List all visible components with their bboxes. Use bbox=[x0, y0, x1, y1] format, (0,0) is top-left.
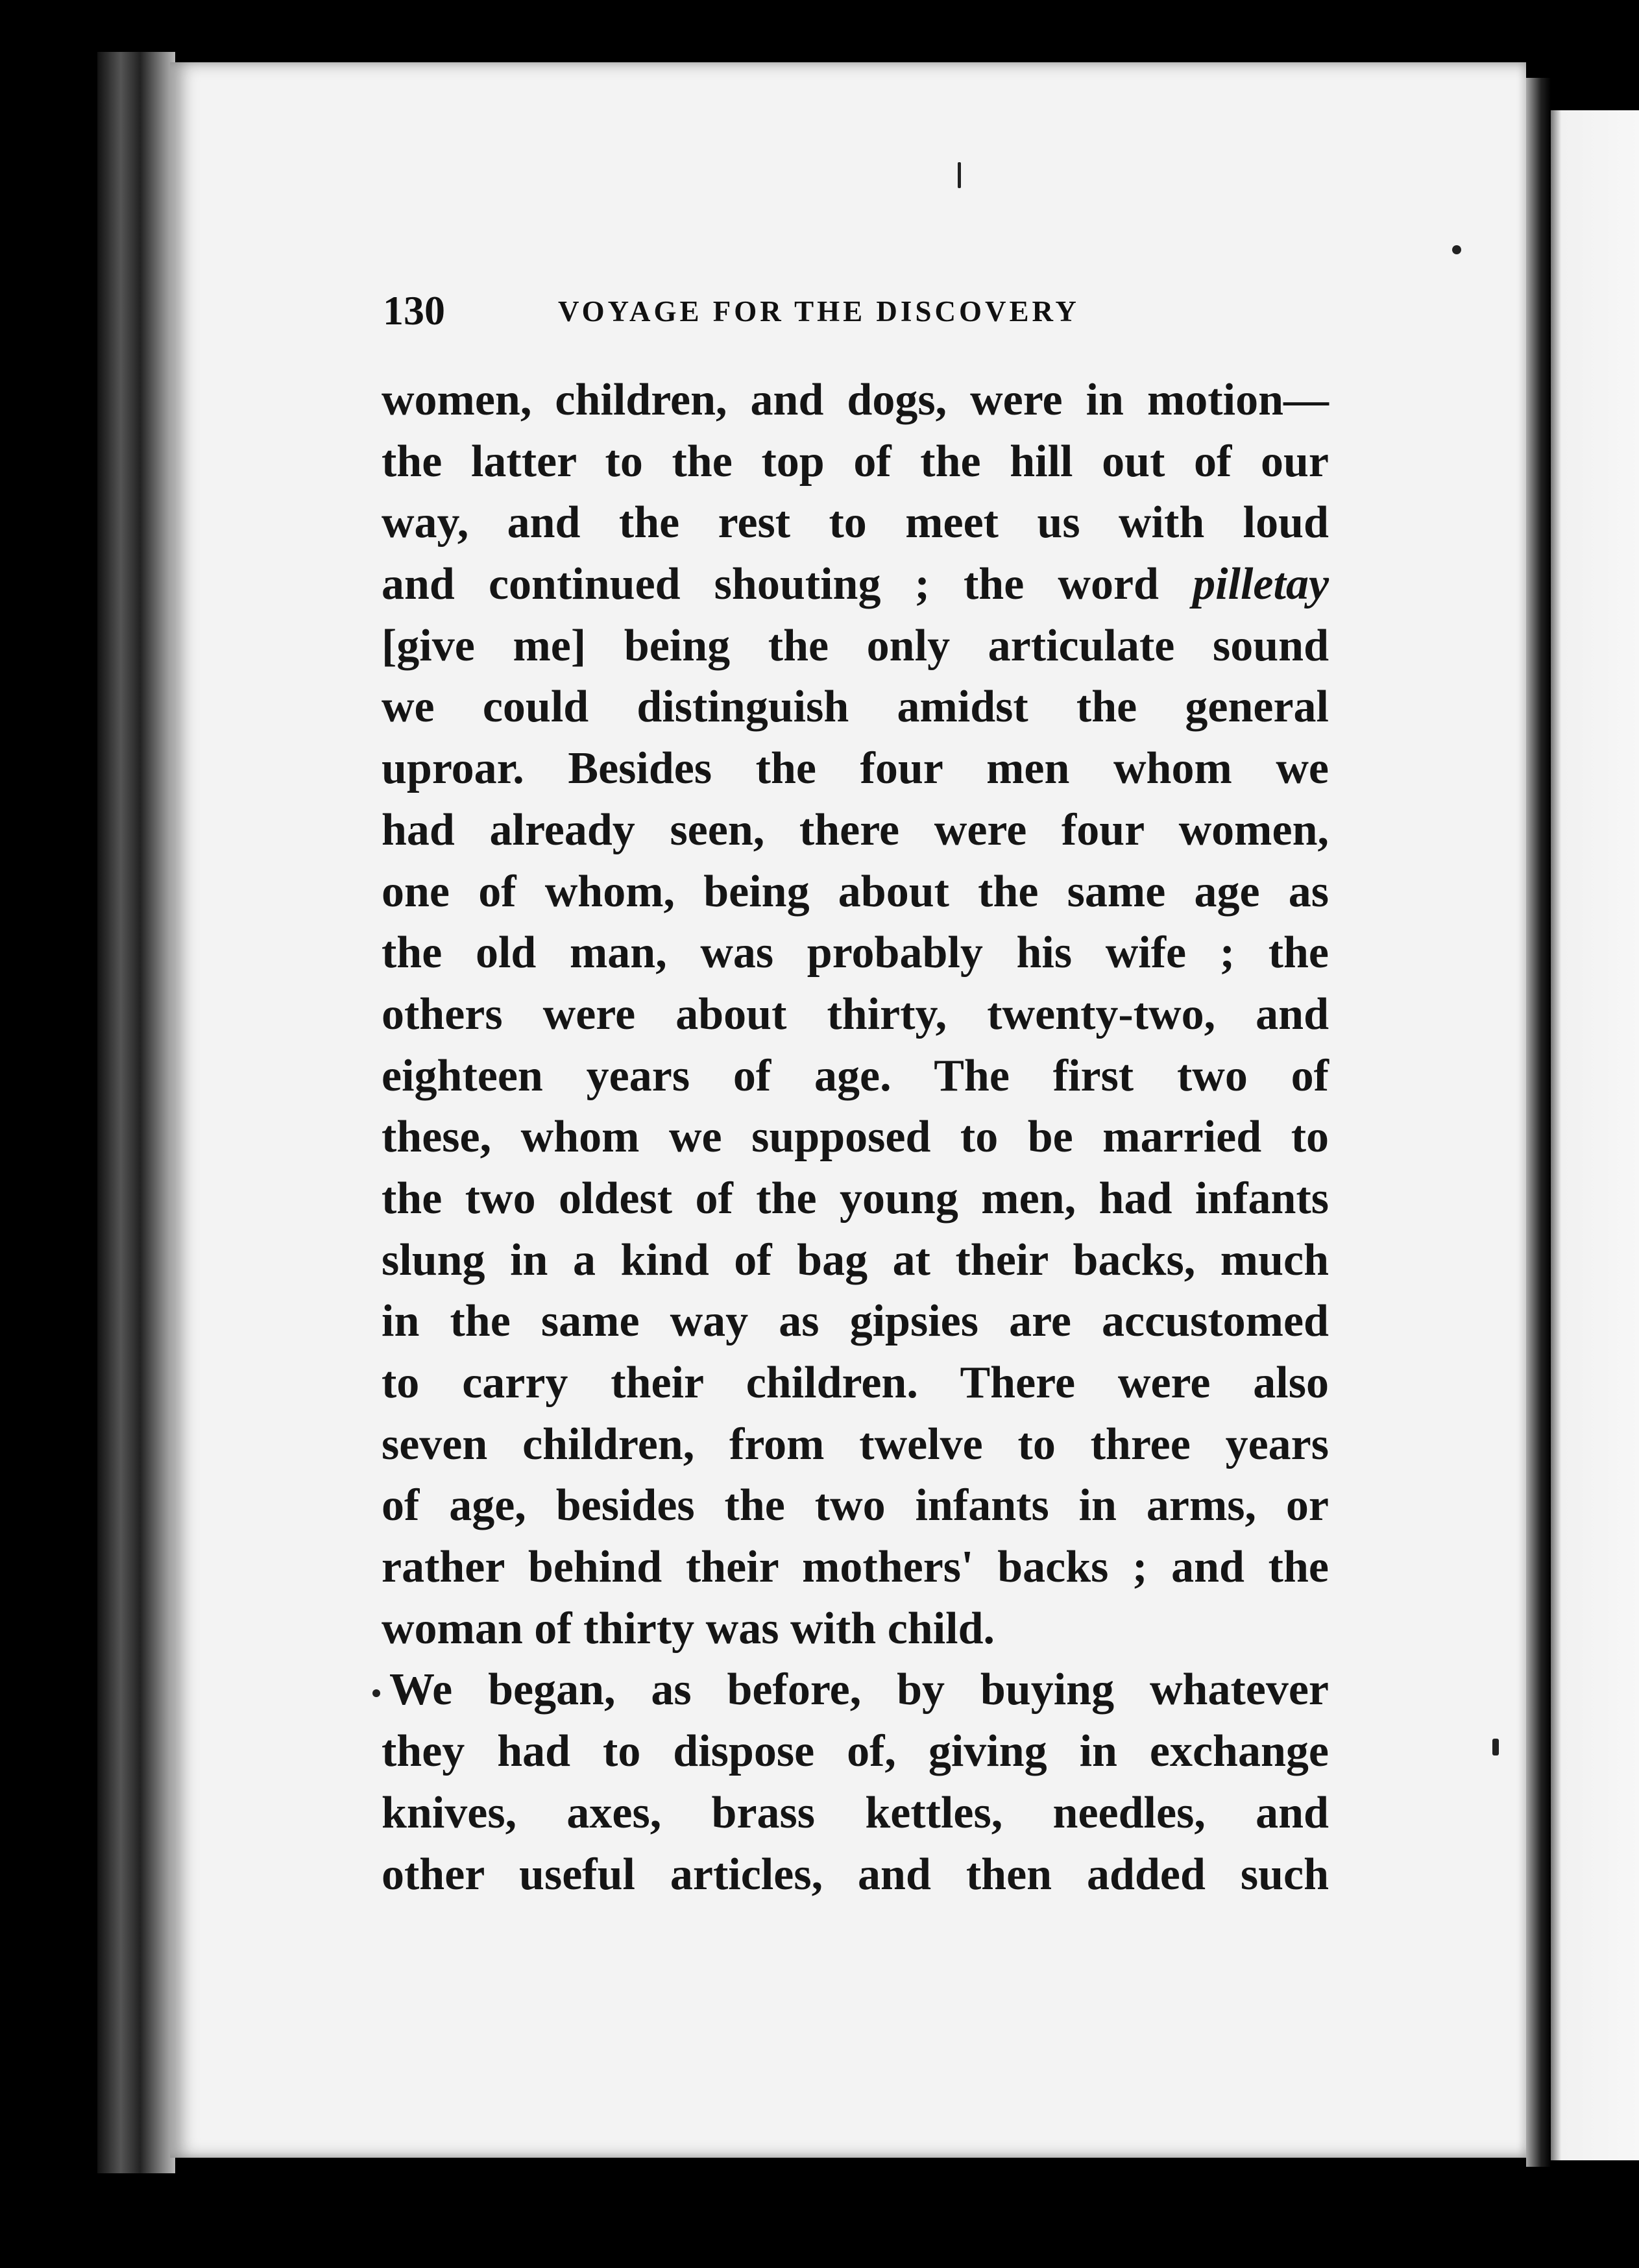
text-line: knives, axes, brass kettles, needles, and bbox=[382, 1787, 1329, 1838]
text-line: these, whom we supposed to be married to bbox=[382, 1112, 1329, 1163]
text-line: we could distinguish amidst the general bbox=[382, 682, 1329, 732]
paragraph-start-line: We began, as before, by buying whatever bbox=[389, 1665, 1329, 1715]
text-line: seven children, from twelve to three years bbox=[382, 1419, 1329, 1469]
text-line: uproar. Besides the four men whom we bbox=[382, 743, 1329, 794]
book-spine-edge bbox=[97, 52, 175, 2173]
text-line: to carry their children. There were also bbox=[382, 1358, 1329, 1408]
text-line: eighteen years of age. The first two of bbox=[382, 1050, 1329, 1101]
scan-speck bbox=[958, 162, 961, 188]
scan-speck bbox=[1452, 245, 1461, 254]
text-line: rather behind their mothers' backs ; and the bbox=[382, 1542, 1329, 1593]
facing-page-edge bbox=[1551, 110, 1639, 2160]
running-title: VOYAGE FOR THE DISCOVERY bbox=[558, 295, 1080, 328]
text-line: the old man, was probably his wife ; the bbox=[382, 928, 1329, 978]
page-number: 130 bbox=[383, 287, 445, 333]
text-line: had already seen, there were four women, bbox=[382, 804, 1329, 855]
text-line: of age, besides the two infants in arms, or bbox=[382, 1480, 1329, 1531]
text-line: [give me] being the only articulate sound bbox=[382, 620, 1329, 671]
text-line: slung in a kind of bag at their backs, much bbox=[382, 1235, 1329, 1285]
text-line-part: and continued shouting ; the word bbox=[382, 559, 1159, 610]
text-line: others were about thirty, twenty-two, and bbox=[382, 989, 1329, 1039]
italic-word: pilletay bbox=[1193, 559, 1329, 610]
text-line: other useful articles, and then added such bbox=[382, 1849, 1329, 1900]
text-line: the two oldest of the young men, had infants bbox=[382, 1173, 1329, 1224]
text-line: the latter to the top of the hill out of our bbox=[382, 436, 1329, 487]
text-line: one of whom, being about the same age as bbox=[382, 866, 1329, 917]
running-header bbox=[383, 287, 1317, 352]
text-line: way, and the rest to meet us with loud bbox=[382, 498, 1329, 548]
text-line: women, children, and dogs, were in motion— bbox=[382, 375, 1329, 425]
text-line: in the same way as gipsies are accustomed bbox=[382, 1296, 1329, 1347]
scan-speck bbox=[372, 1689, 380, 1697]
page-gutter bbox=[1526, 78, 1551, 2167]
text-line-with-italic bbox=[382, 554, 1329, 616]
text-line: woman of thirty was with child. bbox=[382, 1603, 995, 1654]
text-line: they had to dispose of, giving in exchange bbox=[382, 1726, 1329, 1777]
scan-speck bbox=[1492, 1739, 1499, 1755]
body-text bbox=[382, 370, 1329, 1905]
